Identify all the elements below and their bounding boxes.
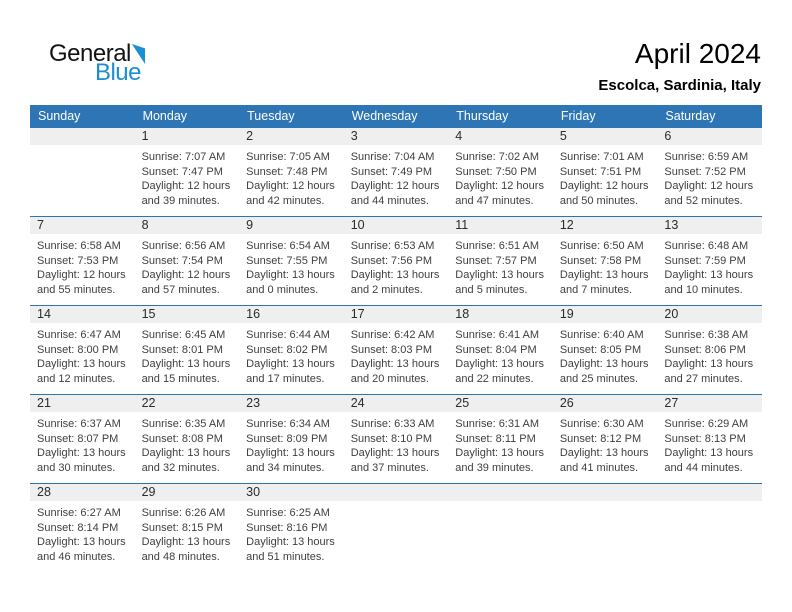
day-cell-body xyxy=(448,234,553,297)
calendar-day-cell xyxy=(30,306,135,394)
date-number xyxy=(553,484,658,501)
daylight-line: Daylight: 12 hours xyxy=(246,180,335,193)
sunset-line: Sunset: 8:15 PM xyxy=(141,521,223,534)
daylight-lines xyxy=(142,357,234,386)
date-number: 22 xyxy=(135,395,240,412)
daylight-lines xyxy=(351,179,443,208)
date-number: 5 xyxy=(553,128,658,145)
calendar-day-cell xyxy=(657,217,762,305)
daylight-lines xyxy=(351,268,443,297)
date-number: 25 xyxy=(448,395,553,412)
daylight-lines xyxy=(142,535,234,564)
daylight-line: Daylight: 12 hours xyxy=(559,180,649,193)
daylight-line: Daylight: 13 hours xyxy=(246,358,335,371)
calendar-day-cell xyxy=(553,484,658,572)
week-row xyxy=(30,394,762,483)
daylight-line: Daylight: 13 hours xyxy=(559,269,649,282)
calendar-day-cell xyxy=(344,395,449,483)
calendar-day-cell xyxy=(448,128,553,216)
daylight-line: Daylight: 13 hours xyxy=(350,269,440,282)
date-number: 14 xyxy=(30,306,135,323)
sunrise-line: Sunrise: 6:56 AM xyxy=(141,240,226,252)
day-cell-body xyxy=(553,145,658,208)
sunset-line: Sunset: 7:59 PM xyxy=(664,254,746,267)
sunset-line: Sunset: 8:06 PM xyxy=(664,343,746,356)
day-cell-body xyxy=(344,412,449,475)
daylight-lines xyxy=(455,179,547,208)
sunset-line: Sunset: 7:50 PM xyxy=(455,165,537,178)
daylight-line: and 34 minutes. xyxy=(246,461,325,474)
date-number xyxy=(448,484,553,501)
calendar-day-cell xyxy=(657,128,762,216)
date-number: 16 xyxy=(239,306,344,323)
daylight-line: Daylight: 13 hours xyxy=(664,269,754,282)
sunset-line: Sunset: 8:10 PM xyxy=(350,432,433,445)
calendar-day-cell xyxy=(30,217,135,305)
day-cell-body xyxy=(657,234,762,297)
daylight-line: and 39 minutes. xyxy=(141,194,220,207)
sunset-line: Sunset: 7:49 PM xyxy=(350,165,433,178)
daylight-line: and 30 minutes. xyxy=(37,461,116,474)
sunrise-line: Sunrise: 6:59 AM xyxy=(664,151,749,163)
daylight-lines xyxy=(455,357,547,386)
sunset-line: Sunset: 8:01 PM xyxy=(141,343,223,356)
sunset-line: Sunset: 7:55 PM xyxy=(246,254,328,267)
day-cell-body xyxy=(239,145,344,208)
sunrise-line: Sunrise: 7:02 AM xyxy=(455,151,540,163)
daylight-line: Daylight: 13 hours xyxy=(559,447,649,460)
date-number: 23 xyxy=(239,395,344,412)
daylight-line: Daylight: 13 hours xyxy=(246,269,335,282)
date-number: 12 xyxy=(553,217,658,234)
date-number: 17 xyxy=(344,306,449,323)
sunrise-line: Sunrise: 6:40 AM xyxy=(559,329,644,341)
day-cell-body xyxy=(344,323,449,386)
daylight-lines xyxy=(560,357,652,386)
day-cell-body xyxy=(30,501,135,564)
sunrise-line: Sunrise: 6:38 AM xyxy=(664,329,749,341)
day-cell-body xyxy=(448,145,553,208)
day-cell-body xyxy=(448,323,553,386)
daylight-line: and 47 minutes. xyxy=(455,194,534,207)
day-header-monday: Monday xyxy=(142,109,188,123)
calendar-day-cell xyxy=(657,306,762,394)
sunset-line: Sunset: 7:47 PM xyxy=(141,165,223,178)
daylight-lines xyxy=(142,179,234,208)
date-number: 9 xyxy=(239,217,344,234)
page-title: April 2024 xyxy=(634,38,761,69)
daylight-line: Daylight: 13 hours xyxy=(455,447,544,460)
sunrise-line: Sunrise: 6:42 AM xyxy=(350,329,435,341)
daylight-line: and 52 minutes. xyxy=(664,194,743,207)
date-number: 21 xyxy=(30,395,135,412)
calendar-day-cell xyxy=(553,128,658,216)
daylight-line: Daylight: 13 hours xyxy=(455,358,544,371)
sunrise-line: Sunrise: 6:26 AM xyxy=(141,507,226,519)
sunset-line: Sunset: 8:08 PM xyxy=(141,432,223,445)
sunset-line: Sunset: 8:04 PM xyxy=(455,343,537,356)
calendar-day-cell xyxy=(30,484,135,572)
date-number: 11 xyxy=(448,217,553,234)
daylight-line: and 50 minutes. xyxy=(559,194,639,207)
daylight-lines xyxy=(246,446,338,475)
calendar-day-cell xyxy=(30,128,135,216)
calendar-day-cell xyxy=(344,484,449,572)
daylight-line: and 0 minutes. xyxy=(246,283,319,296)
sunrise-line: Sunrise: 6:31 AM xyxy=(455,418,540,430)
calendar-day-cell xyxy=(344,217,449,305)
daylight-lines xyxy=(351,357,443,386)
sunrise-line: Sunrise: 6:54 AM xyxy=(246,240,330,252)
daylight-line: and 39 minutes. xyxy=(455,461,534,474)
daylight-line: and 27 minutes. xyxy=(664,372,743,385)
day-cell-body xyxy=(448,501,553,506)
day-header-wednesday: Wednesday xyxy=(351,109,418,123)
daylight-lines xyxy=(351,446,443,475)
week-row xyxy=(30,305,762,394)
sunset-line: Sunset: 7:48 PM xyxy=(246,165,328,178)
daylight-line: and 12 minutes. xyxy=(37,372,116,385)
daylight-line: Daylight: 13 hours xyxy=(246,447,335,460)
calendar-day-cell xyxy=(135,128,240,216)
calendar-day-cell xyxy=(135,306,240,394)
sunrise-line: Sunrise: 6:58 AM xyxy=(37,240,121,252)
sunset-line: Sunset: 8:12 PM xyxy=(559,432,642,445)
day-cell-body xyxy=(344,145,449,208)
logo-text-general: General xyxy=(49,40,131,67)
daylight-lines xyxy=(664,446,756,475)
sunrise-line: Sunrise: 6:44 AM xyxy=(246,329,330,341)
sunrise-line: Sunrise: 6:27 AM xyxy=(37,507,121,519)
sunrise-line: Sunrise: 7:04 AM xyxy=(350,151,435,163)
sunset-line: Sunset: 8:05 PM xyxy=(559,343,642,356)
date-number: 8 xyxy=(135,217,240,234)
daylight-lines xyxy=(664,357,756,386)
calendar-day-cell xyxy=(657,395,762,483)
calendar-day-cell xyxy=(344,128,449,216)
daylight-line: and 22 minutes. xyxy=(455,372,534,385)
daylight-lines xyxy=(246,535,338,564)
daylight-lines xyxy=(560,179,652,208)
date-number xyxy=(30,128,135,145)
daylight-line: Daylight: 13 hours xyxy=(350,447,440,460)
day-cell-body xyxy=(657,412,762,475)
date-number xyxy=(344,484,449,501)
day-header-sunday: Sunday xyxy=(38,109,81,123)
day-cell-body xyxy=(657,501,762,506)
daylight-line: Daylight: 13 hours xyxy=(37,358,126,371)
sunset-line: Sunset: 7:58 PM xyxy=(559,254,642,267)
daylight-line: Daylight: 12 hours xyxy=(141,269,231,282)
day-cell-body xyxy=(30,234,135,297)
daylight-line: and 44 minutes. xyxy=(664,461,743,474)
day-cell-body xyxy=(135,412,240,475)
date-number: 29 xyxy=(135,484,240,501)
daylight-lines xyxy=(37,357,129,386)
daylight-lines xyxy=(246,179,338,208)
day-header-saturday: Saturday xyxy=(665,109,716,123)
daylight-line: and 20 minutes. xyxy=(350,372,429,385)
date-number: 1 xyxy=(135,128,240,145)
day-cell-body xyxy=(30,323,135,386)
sunrise-line: Sunrise: 6:33 AM xyxy=(350,418,435,430)
daylight-line: Daylight: 13 hours xyxy=(246,536,335,549)
daylight-line: Daylight: 13 hours xyxy=(664,358,754,371)
daylight-line: and 48 minutes. xyxy=(141,550,220,563)
sunrise-line: Sunrise: 7:05 AM xyxy=(246,151,330,163)
date-number: 27 xyxy=(657,395,762,412)
sunset-line: Sunset: 8:13 PM xyxy=(664,432,746,445)
daylight-line: and 32 minutes. xyxy=(141,461,220,474)
daylight-lines xyxy=(455,446,547,475)
daylight-line: and 42 minutes. xyxy=(246,194,325,207)
location-subtitle: Escolca, Sardinia, Italy xyxy=(598,77,761,94)
day-cell-body xyxy=(135,234,240,297)
daylight-line: and 57 minutes. xyxy=(141,283,220,296)
daylight-line: and 7 minutes. xyxy=(559,283,632,296)
daylight-lines xyxy=(37,446,129,475)
sunset-line: Sunset: 8:07 PM xyxy=(37,432,119,445)
daylight-lines xyxy=(455,268,547,297)
date-number: 6 xyxy=(657,128,762,145)
sunset-line: Sunset: 8:03 PM xyxy=(350,343,433,356)
day-cell-body xyxy=(553,323,658,386)
sunrise-line: Sunrise: 6:41 AM xyxy=(455,329,540,341)
daylight-line: and 2 minutes. xyxy=(350,283,423,296)
calendar-day-cell xyxy=(344,306,449,394)
daylight-line: Daylight: 13 hours xyxy=(141,447,231,460)
daylight-line: Daylight: 13 hours xyxy=(37,536,126,549)
day-cell-body xyxy=(135,323,240,386)
day-cell-body xyxy=(135,145,240,208)
daylight-line: and 55 minutes. xyxy=(37,283,116,296)
calendar-day-cell xyxy=(448,217,553,305)
day-header-tuesday: Tuesday xyxy=(247,109,295,123)
day-cell-body xyxy=(30,145,135,150)
daylight-lines xyxy=(560,446,652,475)
day-cell-body xyxy=(135,501,240,564)
day-cell-body xyxy=(553,412,658,475)
calendar-day-cell xyxy=(239,395,344,483)
daylight-line: Daylight: 12 hours xyxy=(350,180,440,193)
day-cell-body xyxy=(657,323,762,386)
date-number xyxy=(657,484,762,501)
daylight-line: and 25 minutes. xyxy=(559,372,639,385)
daylight-lines xyxy=(37,535,129,564)
calendar xyxy=(30,105,762,572)
sunrise-line: Sunrise: 6:29 AM xyxy=(664,418,749,430)
sunrise-line: Sunrise: 6:50 AM xyxy=(559,240,644,252)
day-cell-body xyxy=(448,412,553,475)
calendar-day-cell xyxy=(135,395,240,483)
sunrise-line: Sunrise: 6:51 AM xyxy=(455,240,540,252)
day-header-friday: Friday xyxy=(560,109,596,123)
date-number: 30 xyxy=(239,484,344,501)
calendar-weeks xyxy=(30,128,762,572)
daylight-line: and 41 minutes. xyxy=(559,461,639,474)
day-cell-body xyxy=(553,234,658,297)
date-number: 19 xyxy=(553,306,658,323)
date-number: 4 xyxy=(448,128,553,145)
sunrise-line: Sunrise: 6:53 AM xyxy=(350,240,435,252)
calendar-day-cell xyxy=(657,484,762,572)
week-row xyxy=(30,216,762,305)
date-number: 15 xyxy=(135,306,240,323)
daylight-lines xyxy=(560,268,652,297)
sunset-line: Sunset: 7:57 PM xyxy=(455,254,537,267)
daylight-line: and 37 minutes. xyxy=(350,461,429,474)
daylight-line: Daylight: 13 hours xyxy=(141,536,231,549)
daylight-lines xyxy=(246,357,338,386)
week-row xyxy=(30,128,762,216)
daylight-line: Daylight: 13 hours xyxy=(350,358,440,371)
day-cell-body xyxy=(344,501,449,506)
daylight-line: and 51 minutes. xyxy=(246,550,325,563)
date-number: 13 xyxy=(657,217,762,234)
calendar-day-cell xyxy=(553,217,658,305)
day-header-thursday: Thursday xyxy=(456,109,509,123)
date-number: 2 xyxy=(239,128,344,145)
sunrise-line: Sunrise: 7:07 AM xyxy=(141,151,226,163)
general-blue-logo xyxy=(49,42,145,84)
sunset-line: Sunset: 7:51 PM xyxy=(559,165,642,178)
calendar-day-cell xyxy=(239,128,344,216)
calendar-day-cell xyxy=(448,484,553,572)
daylight-line: and 46 minutes. xyxy=(37,550,116,563)
date-number: 3 xyxy=(344,128,449,145)
daylight-lines xyxy=(142,446,234,475)
sunrise-line: Sunrise: 6:45 AM xyxy=(141,329,226,341)
daylight-line: Daylight: 13 hours xyxy=(141,358,231,371)
daylight-line: Daylight: 12 hours xyxy=(37,269,126,282)
daylight-line: Daylight: 13 hours xyxy=(559,358,649,371)
date-number: 7 xyxy=(30,217,135,234)
sunset-line: Sunset: 8:02 PM xyxy=(246,343,328,356)
date-number: 20 xyxy=(657,306,762,323)
day-cell-body xyxy=(344,234,449,297)
day-cell-body xyxy=(239,412,344,475)
daylight-line: Daylight: 12 hours xyxy=(455,180,544,193)
day-cell-body xyxy=(239,501,344,564)
sunrise-line: Sunrise: 6:34 AM xyxy=(246,418,330,430)
daylight-line: Daylight: 13 hours xyxy=(664,447,754,460)
sunset-line: Sunset: 8:11 PM xyxy=(455,432,536,445)
day-headers xyxy=(30,105,762,128)
sunset-line: Sunset: 8:16 PM xyxy=(246,521,328,534)
sunset-line: Sunset: 7:54 PM xyxy=(141,254,223,267)
calendar-day-cell xyxy=(553,306,658,394)
sunset-line: Sunset: 8:09 PM xyxy=(246,432,328,445)
day-cell-body xyxy=(239,323,344,386)
daylight-line: Daylight: 12 hours xyxy=(141,180,231,193)
sunrise-line: Sunrise: 6:25 AM xyxy=(246,507,330,519)
week-row xyxy=(30,483,762,572)
day-cell-body xyxy=(239,234,344,297)
calendar-day-cell xyxy=(553,395,658,483)
sunrise-line: Sunrise: 6:48 AM xyxy=(664,240,749,252)
calendar-day-cell xyxy=(448,395,553,483)
day-cell-body xyxy=(657,145,762,208)
date-number: 10 xyxy=(344,217,449,234)
date-number: 28 xyxy=(30,484,135,501)
day-cell-body xyxy=(553,501,658,506)
daylight-line: Daylight: 13 hours xyxy=(37,447,126,460)
sunset-line: Sunset: 8:14 PM xyxy=(37,521,119,534)
calendar-day-cell xyxy=(135,484,240,572)
daylight-line: and 5 minutes. xyxy=(455,283,528,296)
calendar-day-cell xyxy=(239,217,344,305)
daylight-lines xyxy=(246,268,338,297)
daylight-lines xyxy=(664,268,756,297)
sunset-line: Sunset: 8:00 PM xyxy=(37,343,119,356)
day-cell-body xyxy=(30,412,135,475)
sunrise-line: Sunrise: 6:35 AM xyxy=(141,418,226,430)
calendar-day-cell xyxy=(135,217,240,305)
calendar-day-cell xyxy=(30,395,135,483)
sunset-line: Sunset: 7:56 PM xyxy=(350,254,433,267)
daylight-line: Daylight: 12 hours xyxy=(664,180,754,193)
calendar-day-cell xyxy=(239,306,344,394)
date-number: 18 xyxy=(448,306,553,323)
date-number: 26 xyxy=(553,395,658,412)
sunrise-line: Sunrise: 6:47 AM xyxy=(37,329,121,341)
daylight-lines xyxy=(37,268,129,297)
title-block xyxy=(598,38,761,94)
daylight-line: and 44 minutes. xyxy=(350,194,429,207)
sunset-line: Sunset: 7:53 PM xyxy=(37,254,119,267)
sunrise-line: Sunrise: 6:30 AM xyxy=(559,418,644,430)
date-number: 24 xyxy=(344,395,449,412)
daylight-lines xyxy=(142,268,234,297)
calendar-day-cell xyxy=(448,306,553,394)
sunrise-line: Sunrise: 7:01 AM xyxy=(559,151,644,163)
daylight-lines xyxy=(664,179,756,208)
daylight-line: and 10 minutes. xyxy=(664,283,743,296)
sunset-line: Sunset: 7:52 PM xyxy=(664,165,746,178)
daylight-line: and 15 minutes. xyxy=(141,372,220,385)
daylight-line: and 17 minutes. xyxy=(246,372,325,385)
calendar-day-cell xyxy=(239,484,344,572)
daylight-line: Daylight: 13 hours xyxy=(455,269,544,282)
sunrise-line: Sunrise: 6:37 AM xyxy=(37,418,121,430)
logo-text-blue: Blue xyxy=(94,59,141,86)
